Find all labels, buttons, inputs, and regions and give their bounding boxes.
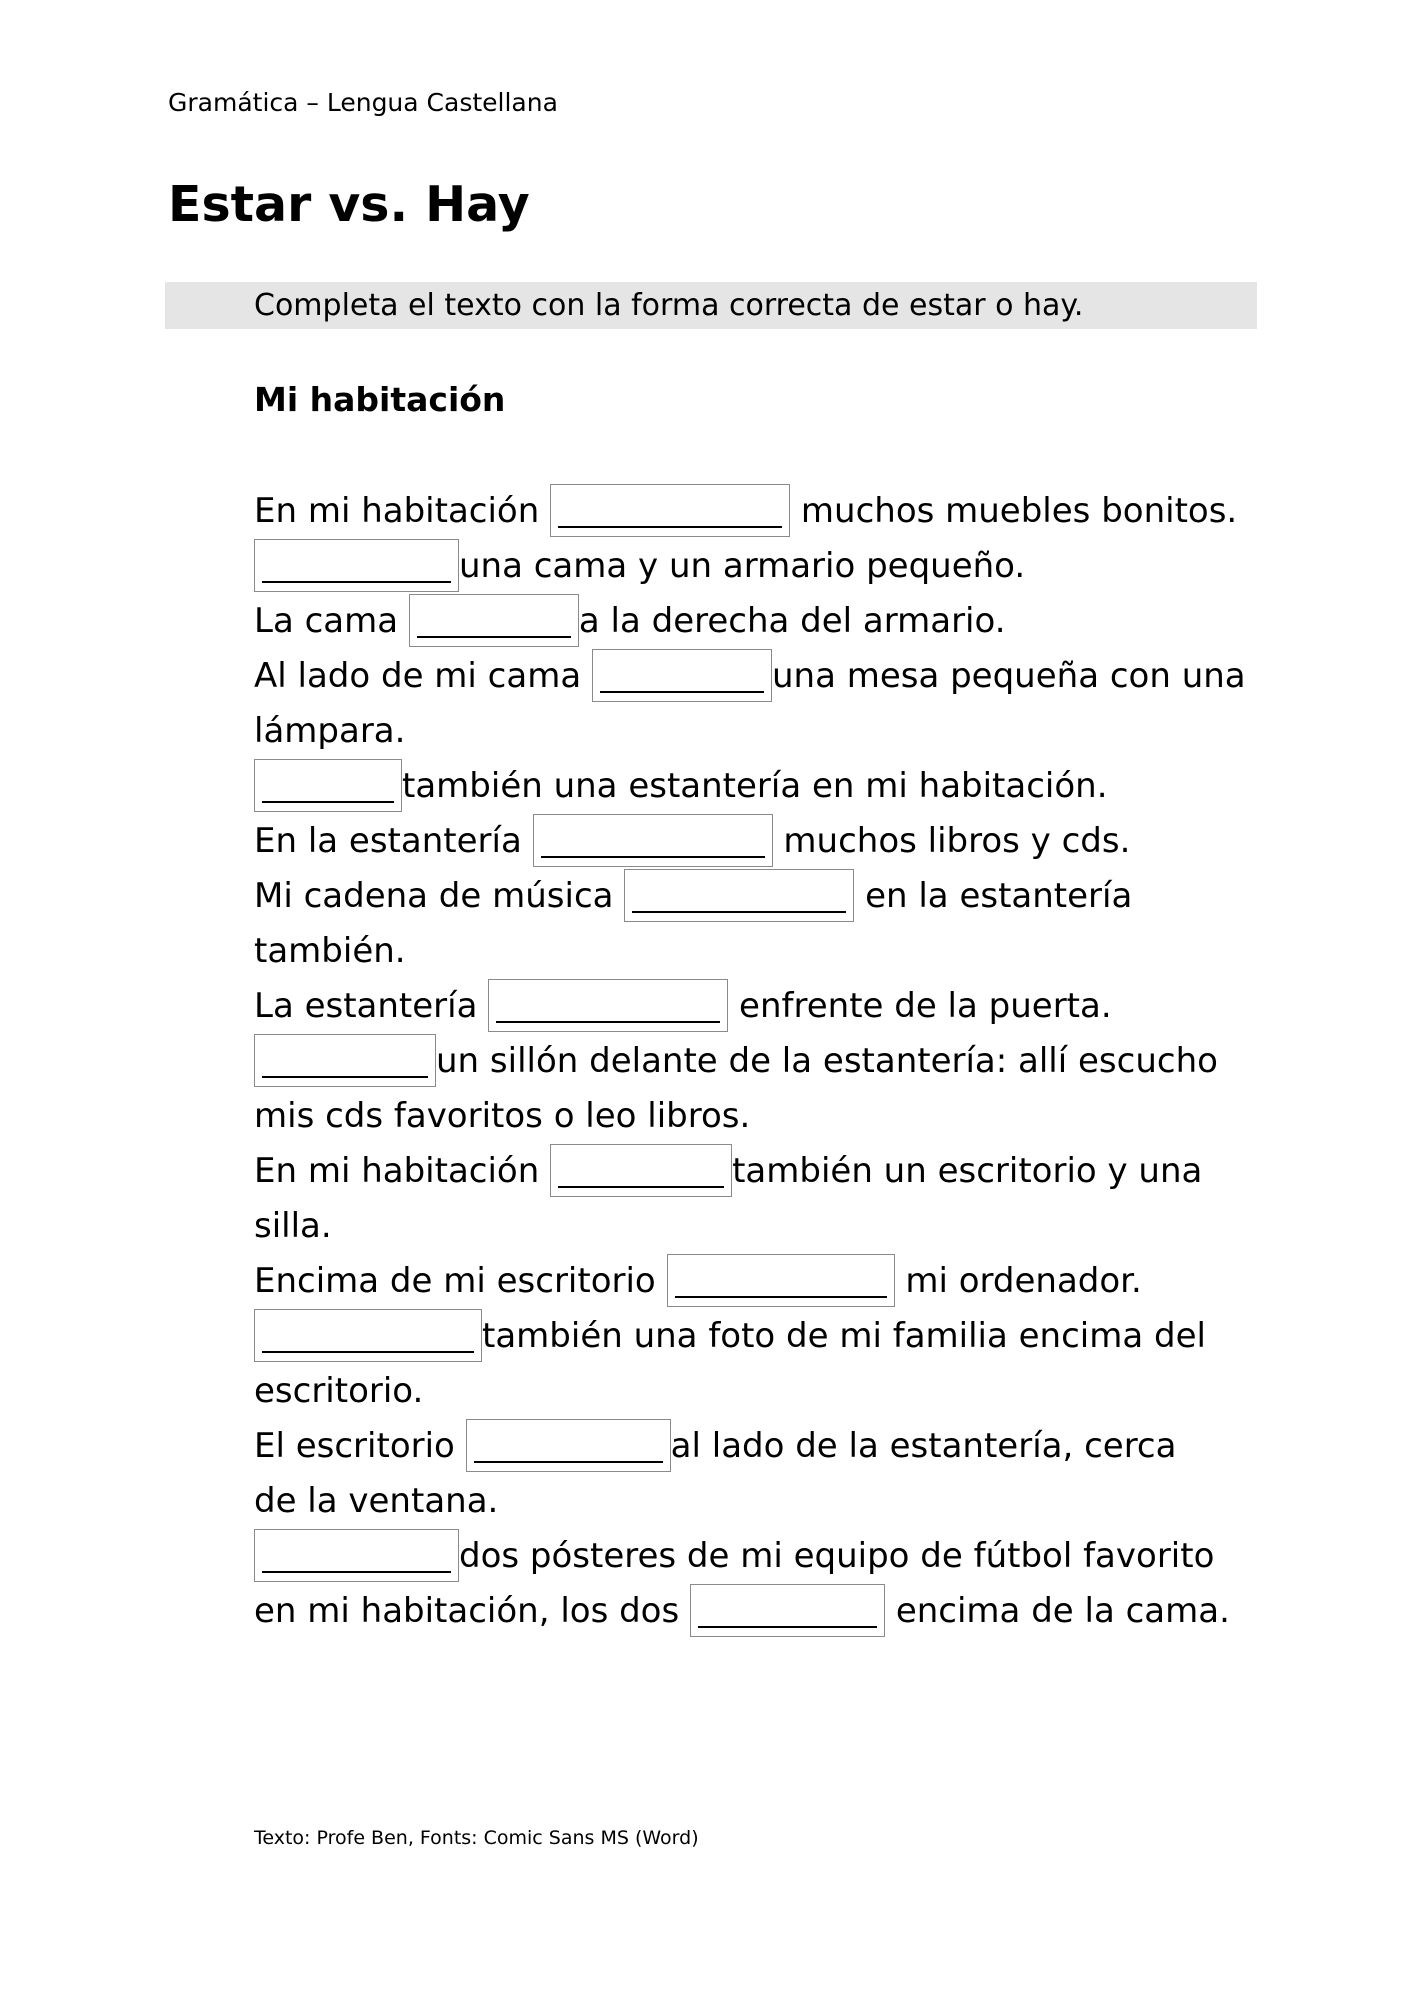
answer-blank-13[interactable]: [466, 1419, 671, 1472]
passage-line: [254, 1474, 1264, 1529]
passage-text: también una estantería en mi habitación.: [402, 766, 1108, 806]
answer-blank-3[interactable]: [409, 594, 579, 647]
fill-in-passage: [254, 484, 1264, 1639]
passage-line: [254, 539, 1264, 594]
passage-text: La estantería: [254, 986, 489, 1026]
passage-line: [254, 484, 1264, 539]
passage-line: [254, 649, 1264, 704]
passage-line: [254, 1529, 1264, 1584]
passage-text: Encima de mi escritorio: [254, 1261, 667, 1301]
passage-line: [254, 1199, 1264, 1254]
passage-line: [254, 704, 1264, 759]
passage-text: En mi habitación: [254, 1151, 551, 1191]
passage-line: [254, 1419, 1264, 1474]
document-header: Gramática – Lengua Castellana: [168, 88, 558, 117]
passage-text: encima de la cama.: [885, 1591, 1230, 1631]
section-heading: Mi habitación: [254, 380, 506, 419]
answer-blank-6[interactable]: [533, 814, 773, 867]
answer-blank-11[interactable]: [667, 1254, 895, 1307]
passage-text: muchos muebles bonitos.: [790, 491, 1238, 531]
passage-line: [254, 924, 1264, 979]
answer-blank-8[interactable]: [488, 979, 728, 1032]
passage-line: [254, 1089, 1264, 1144]
passage-text: también.: [254, 931, 406, 971]
passage-text: En la estantería: [254, 821, 533, 861]
passage-text: silla.: [254, 1206, 332, 1246]
passage-text: una cama y un armario pequeño.: [459, 546, 1026, 586]
passage-text: Mi cadena de música: [254, 876, 625, 916]
passage-line: [254, 1254, 1264, 1309]
passage-text: En mi habitación: [254, 491, 551, 531]
answer-blank-10[interactable]: [550, 1144, 732, 1197]
passage-text: escritorio.: [254, 1371, 424, 1411]
passage-line: [254, 759, 1264, 814]
passage-text: enfrente de la puerta.: [728, 986, 1112, 1026]
passage-text: mis cds favoritos o leo libros.: [254, 1096, 751, 1136]
answer-blank-9[interactable]: [254, 1034, 436, 1087]
passage-line: [254, 594, 1264, 649]
passage-line: [254, 1584, 1264, 1639]
passage-line: [254, 979, 1264, 1034]
answer-blank-12[interactable]: [254, 1309, 482, 1362]
passage-line: [254, 814, 1264, 869]
document-title: Estar vs. Hay: [168, 176, 530, 233]
passage-text: La cama: [254, 601, 409, 641]
passage-text: en mi habitación, los dos: [254, 1591, 691, 1631]
passage-text: una mesa pequeña con una: [771, 656, 1246, 696]
passage-line: [254, 1364, 1264, 1419]
passage-text: también una foto de mi familia encima del: [482, 1316, 1206, 1356]
answer-blank-14[interactable]: [254, 1529, 459, 1582]
passage-line: [254, 869, 1264, 924]
passage-line: [254, 1034, 1264, 1089]
answer-blank-4[interactable]: [592, 649, 772, 702]
passage-text: en la estantería: [854, 876, 1133, 916]
instruction-text: Completa el texto con la forma correcta de estar o hay.: [254, 288, 1084, 323]
answer-blank-2[interactable]: [254, 539, 459, 592]
passage-text: dos pósteres de mi equipo de fútbol favorito: [459, 1536, 1215, 1576]
passage-text: de la ventana.: [254, 1481, 499, 1521]
answer-blank-15[interactable]: [690, 1584, 885, 1637]
passage-text: al lado de la estantería, cerca: [670, 1426, 1177, 1466]
passage-line: [254, 1309, 1264, 1364]
passage-line: [254, 1144, 1264, 1199]
answer-blank-1[interactable]: [550, 484, 790, 537]
passage-text: lámpara.: [254, 711, 406, 751]
answer-blank-7[interactable]: [624, 869, 854, 922]
footer-credit: Texto: Profe Ben, Fonts: Comic Sans MS (Word): [254, 1827, 699, 1849]
passage-text: mi ordenador.: [894, 1261, 1142, 1301]
passage-text: un sillón delante de la estantería: allí escucho: [436, 1041, 1218, 1081]
instruction-band: [165, 282, 1257, 329]
passage-text: muchos libros y cds.: [772, 821, 1131, 861]
passage-text: también un escritorio y una: [732, 1151, 1203, 1191]
passage-text: a la derecha del armario.: [578, 601, 1006, 641]
passage-text: El escritorio: [254, 1426, 466, 1466]
passage-text: Al lado de mi cama: [254, 656, 592, 696]
answer-blank-5[interactable]: [254, 759, 402, 812]
